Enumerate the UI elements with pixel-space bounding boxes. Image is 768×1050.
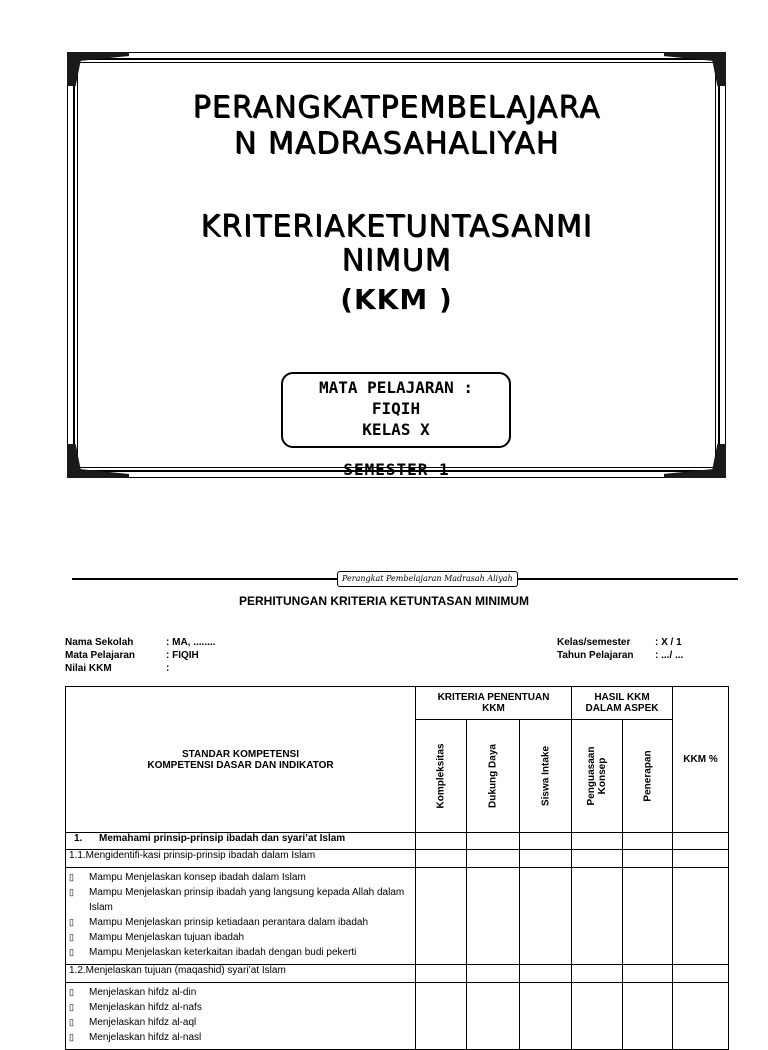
- cover-kkm-label: (KKM ): [340, 283, 453, 316]
- cell: [467, 983, 520, 1050]
- cell: [623, 965, 673, 983]
- cell: [520, 833, 572, 850]
- cell: [623, 850, 673, 868]
- meta-row: [557, 649, 683, 662]
- list-item: ▯ Menjelaskan hifdz al-nafs: [69, 1000, 411, 1015]
- list-item: ▯ Mampu Menjelaskan konsep ibadah dalam Islam: [69, 870, 411, 885]
- cover-subtitle-line-2: NIMUM: [341, 243, 452, 278]
- subject-label: MATA PELAJARAN :: [318, 378, 474, 397]
- indicator-cell: [66, 868, 416, 965]
- header-kompleksitas-label: Kompleksitas: [435, 743, 447, 809]
- cell: [416, 833, 467, 850]
- meta-left: [65, 636, 215, 675]
- subject-box: [281, 372, 511, 448]
- header-hasil-kkm: HASIL KKM DALAM ASPEK: [572, 687, 673, 720]
- list-item: ▯ Mampu Menjelaskan prinsip ketiadaan perantara dalam ibadah: [69, 915, 411, 930]
- meta-right: [557, 636, 683, 662]
- penguasaan-line-2: Konsep: [597, 757, 609, 795]
- semester-label: SEMESTER 1: [343, 460, 450, 479]
- cell: [520, 983, 572, 1050]
- header-badge: Perangkat Pembelajaran Madrasah Aliyah: [337, 571, 518, 587]
- header-siswa-intake-label: Siswa Intake: [540, 745, 551, 807]
- header-sk-line-1: STANDAR KOMPETENSI: [181, 748, 300, 760]
- cover-title-line-1: PERANGKATPEMBELAJARA: [192, 90, 601, 125]
- document-title: PERHITUNGAN KRITERIA KETUNTASAN MINIMUM: [239, 594, 529, 608]
- cover-frame: [67, 52, 726, 478]
- meta-value: : X / 1: [655, 637, 682, 648]
- kd-cell: 1.1.Mengidentifi-kasi prinsip-prinsip ibadah dalam Islam: [66, 850, 416, 868]
- cover-title: [67, 90, 726, 162]
- header-siswa-intake: [520, 720, 572, 833]
- subject-value: FIQIH: [371, 399, 421, 418]
- cell: [416, 965, 467, 983]
- indicator-list: [69, 983, 411, 1049]
- meta-key: Tahun Pelajaran: [557, 650, 634, 661]
- header-sk-line-2: KOMPETENSI DASAR DAN INDIKATOR: [147, 759, 334, 771]
- cover-subtitle: [67, 210, 726, 278]
- cell: [467, 850, 520, 868]
- meta-key: Nama Sekolah: [65, 637, 134, 648]
- cell: [623, 833, 673, 850]
- meta-value: :: [166, 663, 170, 674]
- list-item: ▯ Menjelaskan hifdz al-aql: [69, 1015, 411, 1030]
- cell: [520, 850, 572, 868]
- meta-row: [65, 649, 215, 662]
- meta-key: Kelas/semester: [557, 637, 631, 648]
- list-item: ▯ Menjelaskan hifdz al-din: [69, 985, 411, 1000]
- penguasaan-line-1: Penguasaan: [586, 746, 598, 806]
- header-penguasaan-konsep-label: [586, 747, 608, 806]
- header-kompleksitas: [416, 720, 467, 833]
- header-kkm-percent: KKM %: [673, 687, 729, 833]
- kkm-table: [65, 686, 729, 1050]
- table-row: [66, 983, 729, 1050]
- cell: [467, 868, 520, 965]
- cell: [673, 868, 729, 965]
- header-penerapan: [623, 720, 673, 833]
- meta-value: : .../ ...: [655, 650, 684, 661]
- cover-subtitle-line-1: KRITERIAKETUNTASANMI: [200, 209, 593, 244]
- cell: [572, 833, 623, 850]
- meta-row: [65, 636, 215, 649]
- list-item: ▯ Menjelaskan hifdz al-nasl: [69, 1030, 411, 1045]
- header-dukung-daya-label: Dukung Daya: [487, 744, 499, 808]
- cell: [572, 868, 623, 965]
- indicator-cell: [66, 983, 416, 1050]
- sk-cell: 1. Memahami prinsip-prinsip ibadah dan syari’at Islam: [66, 833, 416, 850]
- header-penerapan-label: Penerapan: [642, 750, 654, 802]
- meta-value: : MA, ........: [166, 637, 216, 648]
- cell: [572, 983, 623, 1050]
- table-row: [66, 965, 729, 983]
- cell: [416, 983, 467, 1050]
- list-item: ▯ Mampu Menjelaskan keterkaitan ibadah dengan budi pekerti: [69, 945, 411, 960]
- table-row: [66, 833, 729, 850]
- cell: [416, 868, 467, 965]
- meta-value: : FIQIH: [166, 650, 199, 661]
- cell: [623, 983, 673, 1050]
- cover-title-line-2: N MADRASAHALIYAH: [233, 126, 560, 161]
- header-kriteria: KRITERIA PENENTUAN KKM: [416, 687, 572, 720]
- table-row: [66, 850, 729, 868]
- meta-key: Mata Pelajaran: [65, 650, 136, 661]
- kd-cell: 1.2.Menjelaskan tujuan (maqashid) syari’at Islam: [66, 965, 416, 983]
- cell: [467, 965, 520, 983]
- cell: [673, 833, 729, 850]
- cell: [673, 965, 729, 983]
- cell: [673, 983, 729, 1050]
- cell: [572, 850, 623, 868]
- meta-key: Nilai KKM: [65, 663, 112, 674]
- table-header-row: [66, 687, 729, 720]
- class-label: KELAS X: [362, 420, 430, 439]
- cell: [520, 868, 572, 965]
- list-item: ▯ Mampu Menjelaskan tujuan ibadah: [69, 930, 411, 945]
- cell: [467, 833, 520, 850]
- list-item: ▯ Mampu Menjelaskan prinsip ibadah yang langsung kepada Allah dalam Islam: [69, 885, 411, 915]
- cell: [416, 850, 467, 868]
- cell: [520, 965, 572, 983]
- header-standar-kompetensi: [66, 687, 416, 833]
- cell: [572, 965, 623, 983]
- header-dukung-daya: [467, 720, 520, 833]
- header-penguasaan-konsep: [572, 720, 623, 833]
- meta-row: [557, 636, 683, 649]
- cell: [623, 868, 673, 965]
- meta-row: [65, 662, 215, 675]
- cell: [673, 850, 729, 868]
- table-row: [66, 868, 729, 965]
- indicator-list: [69, 868, 411, 964]
